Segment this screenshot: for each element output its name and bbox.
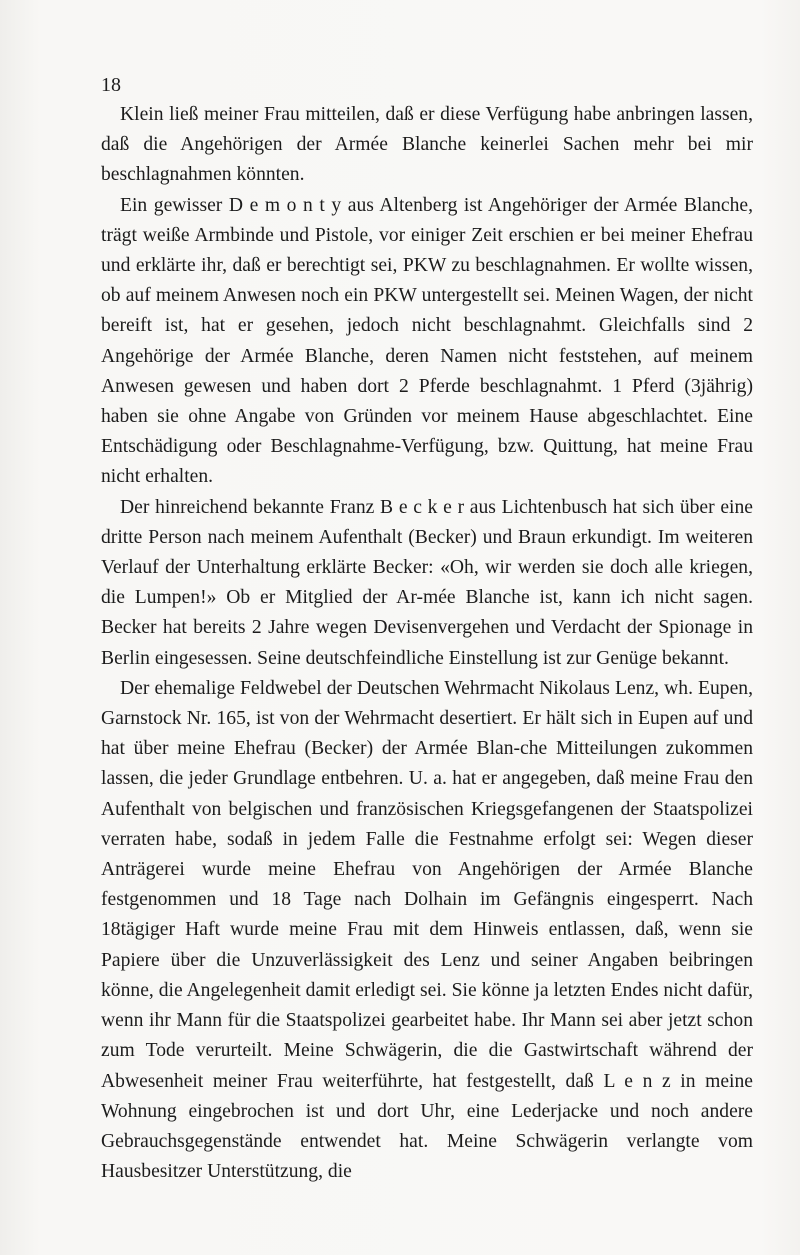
paragraph-2: Ein gewisser D e m o n t y aus Altenberg ist Angehöriger der Armée Blanche, trägt weiße Armbinde und Pistole, vor einiger Zeit erschien er bei meiner Ehefrau und erklärte ihr, daß er berechtigt sei, PKW zu beschlagnahmen. Er wollte wissen, ob auf meinem Anwesen noch ein PKW untergestellt sei. Meinen Wagen, der nicht bereift ist, hat er gesehen, jedoch nicht beschlagnahmt. Gleichfalls sind 2 Angehörige der Armée Blanche, deren Namen nicht feststehen, auf meinem Anwesen gewesen und haben dort 2 Pferde beschlagnahmt. 1 Pferd (3jährig) haben sie ohne Angabe von Gründen vor meinem Hause abgeschlachtet. Eine Entschädigung oder Beschlagnahme-Verfügung, bzw. Quittung, hat meine Frau nicht erhalten.	[101, 194, 753, 488]
paragraph-3: Der hinreichend bekannte Franz B e c k e r aus Lichtenbusch hat sich über eine dritte Person nach meinem Aufenthalt (Becker) und Braun erkundigt. Im weiteren Verlauf der Unterhaltung erklärte Becker: «Oh, wir werden sie doch alle kriegen, die Lumpen!» Ob er Mitglied der Ar-mée Blanche ist, kann ich nicht sagen. Becker hat bereits 2 Jahre wegen Devisenvergehen und Verdacht der Spionage in Berlin eingesessen. Seine deutschfeindliche Einstellung ist zur Genüge bekannt.	[101, 496, 753, 669]
paragraph-4: Der ehemalige Feldwebel der Deutschen Wehrmacht Nikolaus Lenz, wh. Eupen, Garnstock Nr. 165, ist von der Wehrmacht desertiert. Er hält sich in Eupen auf und hat über meine Ehefrau (Becker) der Armée Blan-che Mitteilungen zukommen lassen, die jeder Grundlage entbehren. U. a. hat er angegeben, daß meine Frau den Aufenthalt von belgischen und französischen Kriegsgefangenen der Staatspolizei verraten habe, sodaß in jedem Falle die Festnahme erfolgt sei: Wegen dieser Anträgerei wurde meine Ehefrau von Angehörigen der Armée Blanche festgenommen und 18 Tage nach Dolhain im Gefängnis eingesperrt. Nach 18tägiger Haft wurde meine Frau mit dem Hinweis entlassen, daß, wenn sie Papiere über die Unzuverlässigkeit des Lenz und seiner Angaben beibringen könne, die Angelegenheit damit erledigt sei. Sie könne ja letzten Endes nicht dafür, wenn ihr Mann für die Staatspolizei gearbeitet habe. Ihr Mann sei aber jetzt schon zum Tode verurteilt. Meine Schwägerin, die die Gastwirtschaft während der Abwesenheit meiner Frau weiterführte, hat festgestellt, daß L e n z in meine Wohnung eingebrochen ist und dort Uhr, eine Lederjacke und noch andere Gebrauchsgegenstände entwendet hat. Meine Schwägerin verlangte vom Hausbesitzer Unterstützung, die	[101, 677, 753, 1183]
paragraph-1: Klein ließ meiner Frau mitteilen, daß er diese Verfügung habe anbringen lassen, daß die Angehörigen der Armée Blanche keinerlei Sachen mehr bei mir beschlagnahmen könnten.	[101, 104, 753, 186]
body-text	[101, 100, 753, 1187]
page-number: 18	[101, 74, 121, 96]
